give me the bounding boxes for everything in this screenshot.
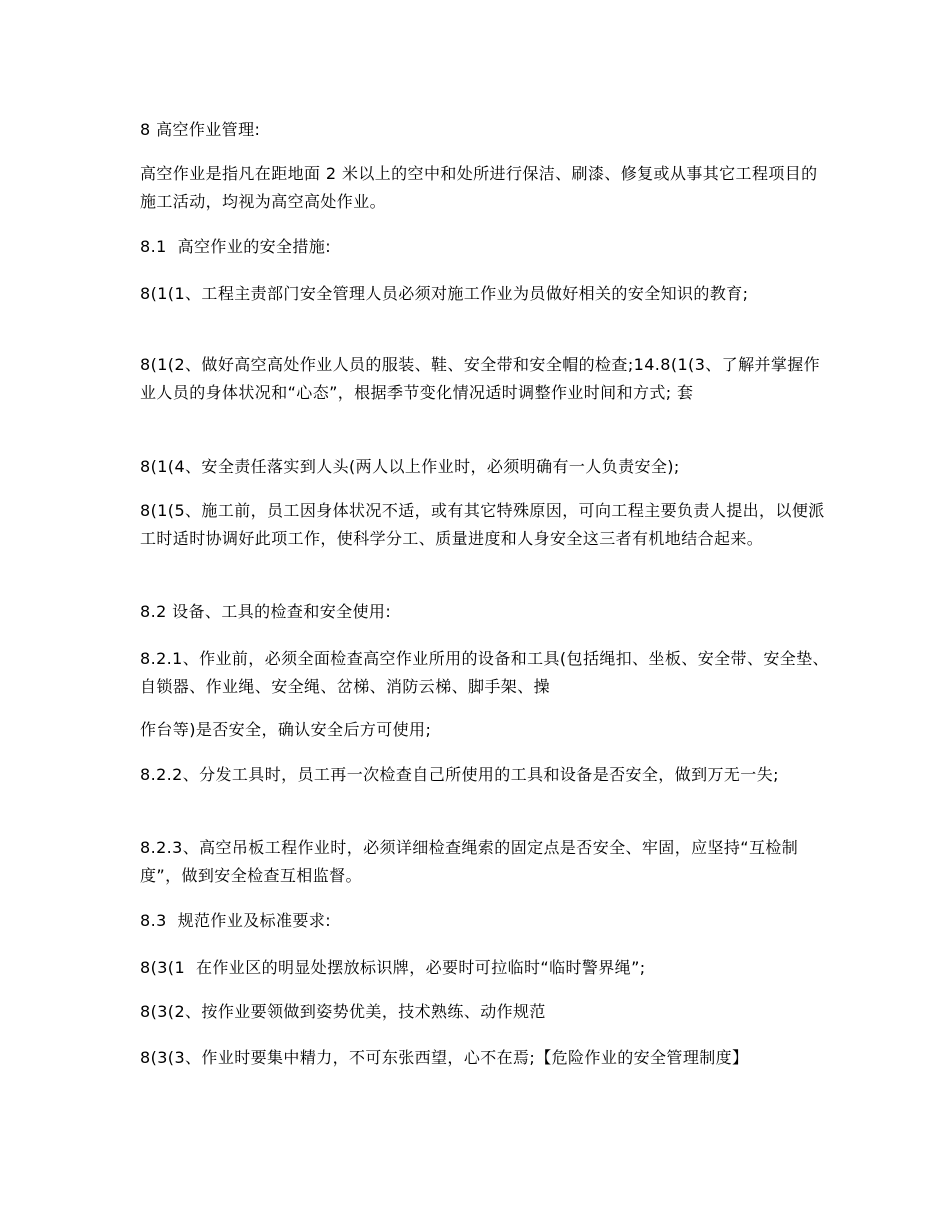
paragraph-8-3-1: 8(3(1 在作业区的明显处摆放标识牌，必要时可拉临时“临时警界绳”; (140, 958, 646, 977)
paragraph-8-2-3: 8.2.3、高空吊板工程作业时，必须详细检查绳索的固定点是否安全、牢固，应坚持“互检制度”，做到安全检查互相监督。 (140, 838, 799, 885)
paragraph-8-3-3: 8(3(3、作业时要集中精力，不可东张西望，心不在焉;【危险作业的安全管理制度】 (140, 1048, 749, 1067)
section-heading-8-1: 8.1 高空作业的安全措施: (140, 237, 332, 256)
paragraph-8-1-5: 8(1(5、施工前，员工因身体状况不适，或有其它特殊原因，可向工程主要负责人提出，以便派工时适时协调好此项工作，使科学分工、质量进度和人身安全这三者有机地结合起来。 (140, 501, 825, 548)
section-heading-8-2: 8.2 设备、工具的检查和安全使用: (140, 602, 392, 621)
paragraph-8-2-1-continued: 作台等)是否安全，确认安全后方可使用; (140, 720, 432, 739)
paragraph-8-3-2: 8(3(2、按作业要领做到姿势优美，技术熟练、动作规范 (140, 1002, 546, 1021)
paragraph-8-1-2: 8(1(2、做好高空高处作业人员的服装、鞋、安全带和安全帽的检查;14.8(1(3、了解并掌握作业人员的身体状况和“心态”，根据季节变化情况适时调整作业时间和方式; 套 (140, 355, 821, 402)
paragraph-definition: 高空作业是指凡在距地面 2 米以上的空中和处所进行保洁、刷漆、修复或从事其它工程项目的施工活动，均视为高空高处作业。 (140, 164, 818, 211)
paragraph-8-2-2: 8.2.2、分发工具时，员工再一次检查自己所使用的工具和设备是否安全，做到万无一失; (140, 765, 779, 784)
paragraph-8-2-1: 8.2.1、作业前，必须全面检查高空作业所用的设备和工具(包括绳扣、坐板、安全带、安全垫、自锁器、作业绳、安全绳、岔梯、消防云梯、脚手架、操 (140, 649, 829, 696)
paragraph-8-1-1: 8(1(1、工程主责部门安全管理人员必须对施工作业为员做好相关的安全知识的教育; (140, 284, 749, 303)
paragraph-8-1-4: 8(1(4、安全责任落实到人头(两人以上作业时，必须明确有一人负责安全); (140, 457, 680, 476)
section-heading-8-3: 8.3 规范作业及标准要求: (140, 911, 332, 930)
section-heading-8: 8 高空作业管理: (140, 120, 261, 139)
